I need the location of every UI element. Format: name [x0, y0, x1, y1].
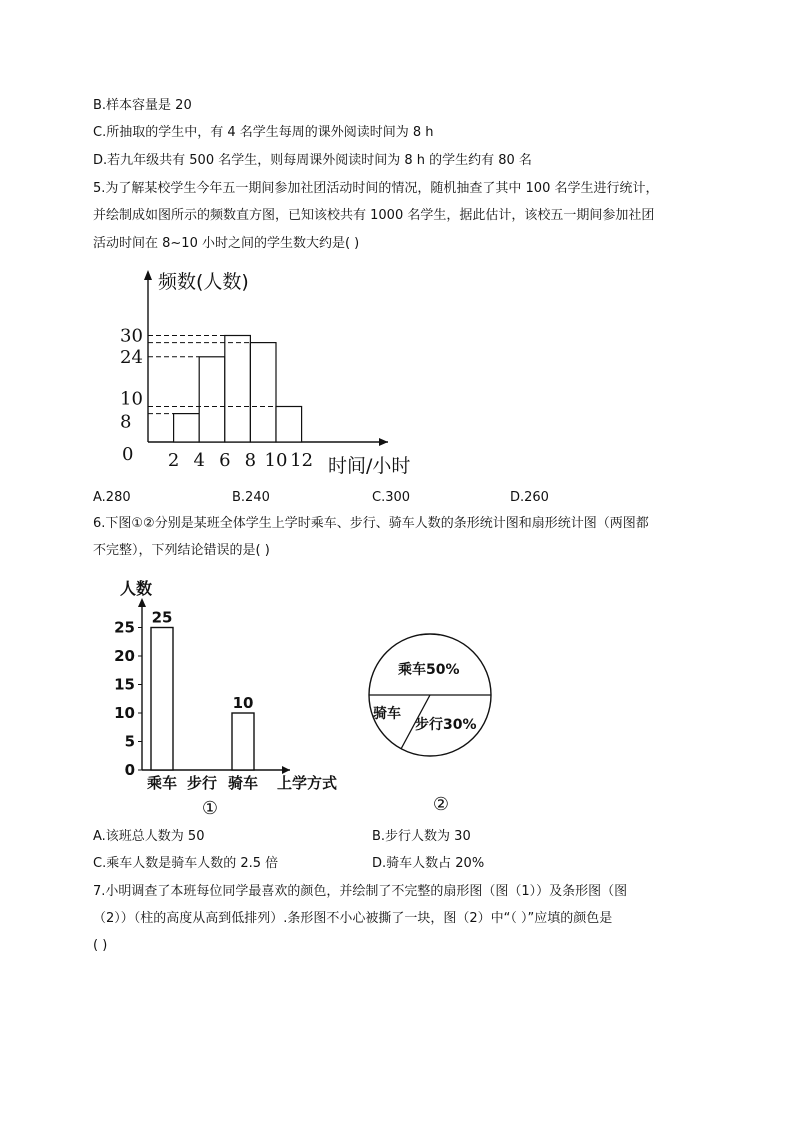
pie-label: 步行30% — [415, 717, 477, 733]
x-tick-label: 6 — [219, 450, 231, 471]
x-axis-label: 上学方式 — [277, 774, 338, 792]
origin-label: 0 — [122, 444, 134, 465]
y-axis-arrow — [144, 270, 152, 280]
y-tick-label: 0 — [124, 761, 135, 779]
q7-stem-line1: 7.小明调查了本班每位同学最喜欢的颜色，并绘制了不完整的扇形图（图（1））及条形图（图 — [93, 884, 628, 899]
q6-stem-line1: 6.下图①②分别是某班全体学生上学时乘车、步行、骑车人数的条形统计图和扇形统计图（两图都 — [93, 516, 649, 531]
q6-option-a: A.该班总人数为 50 — [93, 829, 205, 844]
x-tick-label: 10 — [264, 450, 288, 471]
histogram-bar — [199, 357, 225, 442]
figure-caption: ① — [201, 798, 219, 819]
x-axis-arrow — [282, 766, 290, 774]
y-axis-label: 频数(人数) — [158, 271, 249, 293]
bar-value-label: 25 — [151, 608, 173, 627]
y-tick-label: 15 — [114, 675, 135, 694]
pie-label: 乘车50% — [398, 662, 460, 678]
q5-option-a: A.280 — [93, 490, 131, 505]
figure-caption: ② — [432, 794, 450, 815]
pie-chart — [360, 630, 510, 820]
histogram-bar — [250, 343, 276, 442]
x-tick-label: 2 — [167, 450, 180, 471]
x-category-label: 骑车 — [227, 774, 259, 792]
y-tick-label: 30 — [120, 325, 143, 347]
histogram-bar — [174, 414, 200, 442]
histogram-bar — [225, 336, 251, 443]
x-tick-label: 12 — [290, 450, 314, 471]
y-tick-label: 25 — [114, 618, 135, 637]
y-axis-arrow — [138, 598, 146, 607]
x-axis-label: 时间/小时 — [328, 455, 411, 477]
q6-option-d: D.骑车人数占 20% — [372, 856, 485, 871]
pie-label: 骑车 — [373, 706, 401, 722]
y-tick-label: 5 — [124, 732, 135, 751]
q5-stem-line3: 活动时间在 8~10 小时之间的学生数大约是( ) — [93, 236, 360, 251]
q4-option-c: C.所抽取的学生中，有 4 名学生每周的课外阅读时间为 8 h — [93, 125, 434, 140]
y-tick-label: 8 — [120, 411, 132, 433]
x-category-label: 乘车 — [146, 774, 178, 792]
q5-option-d: D.260 — [510, 490, 549, 505]
bar — [232, 713, 254, 770]
q7-stem-line2: （2））（柱的高度从高到低排列）.条形图不小心被撕了一块，图（2）中“（ ）”应填的颜色是 — [93, 911, 613, 926]
q4-option-d: D.若九年级共有 500 名学生，则每周课外阅读时间为 8 h 的学生约有 80 名 — [93, 153, 532, 168]
y-tick-label: 10 — [114, 704, 135, 722]
x-category-label: 步行 — [186, 774, 218, 792]
q4-option-b: B.样本容量是 20 — [93, 98, 192, 113]
y-tick-label: 10 — [120, 388, 143, 410]
q5-stem-line2: 并绘制成如图所示的频数直方图，已知该校共有 1000 名学生，据此估计，该校五一期间参加社团 — [93, 208, 655, 223]
y-tick-label: 20 — [114, 647, 135, 665]
x-tick-label: 4 — [193, 450, 205, 471]
x-tick-label: 8 — [244, 450, 257, 471]
y-axis-label: 人数 — [120, 579, 153, 598]
q6-option-b: B.步行人数为 30 — [372, 829, 471, 844]
q6-option-c: C.乘车人数是骑车人数的 2.5 倍 — [93, 856, 279, 871]
q5-stem-line1: 5.为了解某校学生今年五一期间参加社团活动时间的情况，随机抽查了其中 100 名学生进行统计， — [93, 181, 659, 196]
q6-stem-line2: 不完整），下列结论错误的是( ) — [93, 543, 270, 558]
x-axis-arrow — [379, 438, 388, 446]
y-tick-label: 24 — [120, 346, 143, 368]
histogram-chart — [110, 262, 450, 482]
bar-chart — [110, 570, 360, 820]
q7-stem-line3: ( ) — [93, 938, 108, 953]
q5-option-c: C.300 — [372, 490, 411, 505]
q5-option-b: B.240 — [232, 490, 270, 505]
bar-value-label: 10 — [232, 694, 254, 712]
histogram-bar — [276, 407, 302, 443]
bar — [151, 628, 173, 771]
